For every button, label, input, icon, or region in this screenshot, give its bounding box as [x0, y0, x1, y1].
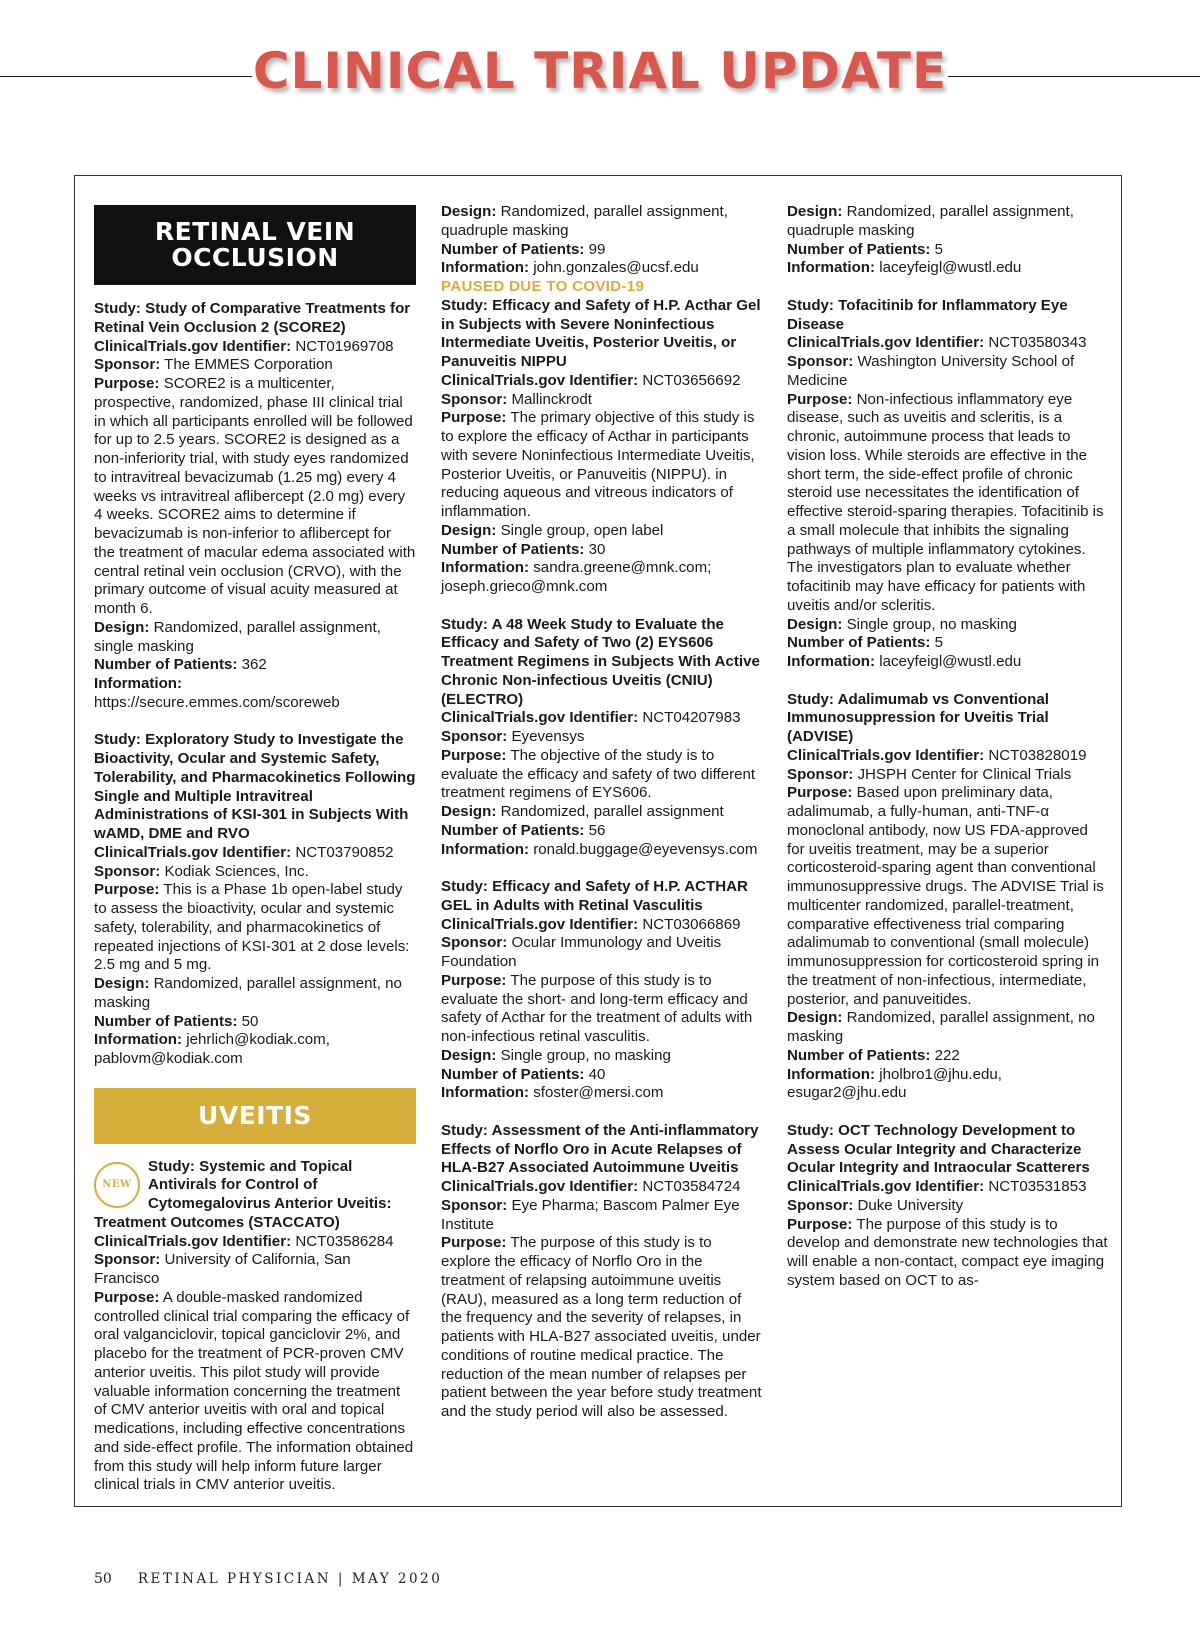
column-2 — [441, 203, 763, 1422]
patients-label: Number of Patients: — [787, 634, 931, 652]
patients-value: 222 — [934, 1046, 960, 1064]
information-label: Information: — [441, 840, 530, 858]
design-value: Single group, open label — [500, 521, 664, 539]
information-link[interactable]: ronald.buggage@eyevensys.com — [533, 840, 758, 858]
sponsor-label: Sponsor: — [441, 728, 508, 745]
study-purpose — [787, 391, 1109, 616]
information-label: Information: — [94, 675, 183, 692]
study-purpose — [441, 747, 763, 803]
patients-label: Number of Patients: — [94, 656, 238, 674]
study-identifier — [441, 709, 763, 728]
study-title: Study: Exploratory Study to Investigate the Bioactivity, Ocular and Systemic Safety, Tolerability, and Pharmacokinetics Following Single and Multiple Intravitreal Administrations of KSI-301 in Subjects With wAMD, DME and RVO — [94, 731, 416, 842]
purpose-value: This is a Phase 1b open-label study to assess the bioactivity, ocular and systemic safety, tolerability, and pharmacokinetics of repeated injections of KSI-301 at 2 dose levels: 2.5 mg and 5 mg. — [94, 881, 410, 974]
study-design — [441, 522, 763, 541]
study-tofacitinib — [787, 297, 1109, 672]
information-link[interactable]: laceyfeigl@wustl.edu — [879, 259, 1022, 277]
study-title: Study: Study of Comparative Treatments for Retinal Vein Occlusion 2 (SCORE2) — [94, 300, 411, 336]
purpose-value: The purpose of this study is to explore the efficacy of Norflo Oro in the treatment of relapsing autoimmune uveitis (RAU), measured as a long term reduction of the frequency and the severity of relapses, in patients with HLA-B27 associated uveitis, under conditions of routine medical practice. The reduction of the mean number of relapses per patient between the year before study treatment and the study period will also be assessed. — [441, 1234, 762, 1420]
identifier-value: NCT03584724 — [642, 1178, 741, 1195]
study-sponsor — [441, 391, 763, 410]
patients-value: 50 — [241, 1012, 259, 1030]
purpose-label: Purpose: — [441, 746, 507, 764]
information-label: Information: — [441, 1084, 530, 1102]
section-heading-retinal-vein-occlusion: RETINAL VEIN OCCLUSION — [94, 205, 416, 285]
study-design — [441, 203, 763, 241]
study-norflo-oro — [441, 1122, 763, 1422]
information-label: Information: — [441, 259, 530, 277]
identifier-label: ClinicalTrials.gov Identifier: — [94, 843, 292, 861]
design-label: Design: — [787, 1009, 843, 1027]
study-design — [441, 1047, 763, 1066]
study-oct-technology — [787, 1122, 1109, 1291]
study-patients — [787, 1047, 1109, 1066]
identifier-label: ClinicalTrials.gov Identifier: — [441, 709, 639, 727]
purpose-value: SCORE2 is a multicenter, prospective, randomized, phase III clinical trial in which all participants enrolled will be followed for up to 2.5 years. SCORE2 is designed as a non-inferiority trial, with study eyes randomized to intravitreal bevacizumab (1.25 mg) every 4 weeks vs intravitreal aflibercept (2.0 mg) every 4 weeks. SCORE2 aims to determine if bevacizumab is non-inferior to aflibercept for the treatment of macular edema associated with central retinal vein occlusion (CRVO), with the primary outcome of visual acuity measured at month 6. — [94, 375, 416, 617]
study-patients — [441, 1066, 763, 1085]
patients-label: Number of Patients: — [787, 1046, 931, 1064]
sponsor-label: Sponsor: — [441, 1196, 508, 1214]
study-patients — [441, 541, 763, 560]
study-title: Study: Efficacy and Safety of H.P. Acthar Gel in Subjects with Severe Noninfectious Intermediate Uveitis, Posterior Uveitis, or Panuveitis NIPPU — [441, 296, 761, 370]
study-identifier — [441, 1178, 763, 1197]
identifier-label: ClinicalTrials.gov Identifier: — [94, 337, 292, 355]
study-information — [441, 559, 763, 597]
page-title: CLINICAL TRIAL UPDATE — [252, 42, 948, 100]
study-information — [94, 1031, 416, 1069]
purpose-value: The objective of the study is to evaluate the efficacy and safety of two different treatment regimens of EYS606. — [441, 746, 756, 802]
study-identifier — [787, 747, 1109, 766]
patients-label: Number of Patients: — [441, 1065, 585, 1083]
information-label: Information: — [94, 1031, 183, 1049]
identifier-label: ClinicalTrials.gov Identifier: — [441, 1178, 639, 1195]
design-label: Design: — [787, 615, 843, 633]
study-staccato — [94, 1158, 416, 1496]
column-3 — [787, 203, 1109, 1291]
study-design — [94, 619, 416, 657]
sponsor-value: JHSPH Center for Clinical Trials — [857, 765, 1072, 783]
sponsor-label: Sponsor: — [94, 862, 161, 880]
sponsor-value: Ocular Immunology and Uveitis Foundation — [441, 934, 722, 970]
title-rule-right — [948, 76, 1200, 77]
study-title: Study: Tofacitinib for Inflammatory Eye Disease — [787, 296, 1068, 333]
study-sponsor — [94, 863, 416, 882]
sponsor-label: Sponsor: — [441, 390, 508, 408]
study-score2 — [94, 300, 416, 713]
identifier-value: NCT04207983 — [642, 709, 741, 727]
study-purpose — [787, 784, 1109, 1009]
information-link[interactable]: sfoster@mersi.com — [533, 1084, 664, 1102]
identifier-label: ClinicalTrials.gov Identifier: — [94, 1232, 292, 1250]
study-information — [94, 675, 416, 713]
purpose-label: Purpose: — [94, 881, 160, 899]
identifier-label: ClinicalTrials.gov Identifier: — [787, 746, 985, 764]
identifier-value: NCT03790852 — [295, 843, 394, 861]
patients-value: 56 — [588, 821, 606, 839]
study-purpose — [94, 1289, 416, 1495]
design-value: Randomized, parallel assignment, no masking — [787, 1009, 1095, 1045]
purpose-label: Purpose: — [787, 1215, 853, 1233]
study-sponsor — [441, 1197, 763, 1235]
identifier-label: ClinicalTrials.gov Identifier: — [441, 915, 639, 933]
study-title: Study: Efficacy and Safety of H.P. ACTHAR GEL in Adults with Retinal Vasculitis — [441, 878, 748, 914]
study-information — [441, 841, 763, 860]
information-label: Information: — [441, 559, 530, 577]
patients-value: 5 — [934, 634, 944, 652]
study-identifier — [787, 334, 1109, 353]
identifier-value: NCT03586284 — [295, 1232, 394, 1250]
sponsor-label: Sponsor: — [441, 934, 508, 952]
patients-value: 30 — [588, 540, 606, 558]
patients-value: 99 — [588, 240, 606, 258]
information-label: Information: — [787, 1065, 876, 1083]
study-identifier — [94, 1233, 416, 1252]
study-purpose — [94, 375, 416, 619]
patients-value: 362 — [241, 656, 267, 674]
study-patients — [441, 241, 763, 260]
design-label: Design: — [94, 975, 150, 992]
identifier-value: NCT03066869 — [642, 915, 741, 933]
publication-info: RETINAL PHYSICIAN | MAY 2020 — [137, 1571, 443, 1587]
purpose-value: The purpose of this study is to develop and demonstrate new technologies that will enable a non-contact, compact eye imaging system based on OCT to as- — [787, 1215, 1108, 1289]
study-identifier — [787, 1178, 1109, 1197]
status-paused-covid: PAUSED DUE TO COVID-19 — [441, 278, 645, 295]
study-patients — [94, 656, 416, 675]
study-patients — [787, 634, 1109, 653]
identifier-value: NCT03828019 — [988, 746, 1087, 764]
study-identifier — [441, 372, 763, 391]
study-sponsor — [441, 934, 763, 972]
design-label: Design: — [787, 203, 843, 220]
sponsor-value: Duke University — [857, 1196, 964, 1214]
sponsor-value: The EMMES Corporation — [164, 356, 333, 374]
sponsor-value: Eye Pharma; Bascom Palmer Eye Institute — [441, 1196, 740, 1233]
design-label: Design: — [441, 803, 497, 820]
study-purpose — [441, 1234, 763, 1422]
sponsor-value: University of California, San Francisco — [94, 1251, 351, 1287]
study-patients — [787, 241, 1109, 260]
study-patients — [94, 1013, 416, 1032]
patients-label: Number of Patients: — [94, 1012, 238, 1030]
design-value: Randomized, parallel assignment, no masking — [94, 975, 402, 1011]
study-title: Study: A 48 Week Study to Evaluate the Efficacy and Safety of Two (2) EYS606 Treatment Regimens in Subjects With Active Chronic Non-infectious Uveitis (CNIU) (ELECTRO) — [441, 615, 760, 708]
new-badge-icon: NEW — [94, 1162, 140, 1208]
study-nippu — [441, 278, 763, 597]
study-information — [787, 1066, 1109, 1104]
study-title: Study: Assessment of the Anti-inflammatory Effects of Norflo Oro in Acute Relapses of HLA-B27 Associated Autoimmune Uveitis — [441, 1121, 759, 1177]
study-design — [787, 616, 1109, 635]
purpose-label: Purpose: — [441, 1234, 507, 1252]
study-sponsor — [787, 1197, 1109, 1216]
study-title: Study: Systemic and Topical Antivirals for Control of Cytomegalovirus Anterior Uveitis: Treatment Outcomes (STACCATO) — [94, 1157, 392, 1231]
study-sponsor — [441, 728, 763, 747]
study-sponsor — [94, 356, 416, 375]
study-patients — [441, 822, 763, 841]
patients-label: Number of Patients: — [441, 240, 585, 258]
study-title: Study: Adalimumab vs Conventional Immunosuppression for Uveitis Trial (ADVISE) — [787, 690, 1049, 745]
information-label: Information: — [787, 653, 876, 670]
identifier-value: NCT03656692 — [642, 371, 741, 389]
study-sponsor — [787, 766, 1109, 785]
study-information — [787, 259, 1109, 278]
design-value: Randomized, parallel assignment, single masking — [94, 618, 381, 655]
patients-value: 5 — [934, 240, 944, 258]
section-heading-uveitis: UVEITIS — [94, 1088, 416, 1144]
study-staccato-continued — [441, 203, 763, 278]
design-value: Randomized, parallel assignment — [500, 803, 724, 820]
purpose-label: Purpose: — [94, 1288, 160, 1306]
information-link[interactable]: https://secure.emmes.com/scoreweb — [94, 693, 340, 711]
design-value: Randomized, parallel assignment, quadruple masking — [441, 203, 728, 239]
design-label: Design: — [94, 618, 150, 636]
identifier-value: NCT01969708 — [295, 337, 394, 355]
page-number: 50 — [94, 1571, 112, 1587]
design-label: Design: — [441, 521, 497, 539]
study-purpose — [94, 881, 416, 975]
study-design — [787, 203, 1109, 241]
purpose-label: Purpose: — [787, 390, 853, 408]
study-purpose — [787, 1216, 1109, 1291]
study-information — [787, 653, 1109, 672]
identifier-value: NCT03531853 — [988, 1178, 1087, 1195]
purpose-value: A double-masked randomized controlled clinical trial comparing the efficacy of oral valganciclovir, topical ganciclovir 2%, and placebo for the treatment of PCR-proven CMV anterior uveitis. This pilot study will provide valuable information concerning the treatment of CMV anterior uveitis with oral and topical medications, including effective concentrations and side-effect profile. The information obtained from this study will help inform future larger clinical trials in CMV anterior uveitis. — [94, 1288, 414, 1494]
study-design — [787, 1009, 1109, 1047]
information-label: Information: — [787, 259, 876, 277]
study-information — [441, 259, 763, 278]
patients-label: Number of Patients: — [441, 540, 585, 558]
design-label: Design: — [441, 1046, 497, 1064]
study-sponsor — [94, 1251, 416, 1289]
patients-label: Number of Patients: — [441, 821, 585, 839]
study-sponsor — [787, 353, 1109, 391]
identifier-label: ClinicalTrials.gov Identifier: — [787, 334, 985, 352]
sponsor-label: Sponsor: — [94, 356, 161, 374]
study-title: Study: OCT Technology Development to Assess Ocular Integrity and Characterize Ocular Integrity and Intraocular Scatterers — [787, 1121, 1090, 1177]
study-design — [441, 803, 763, 822]
design-label: Design: — [441, 203, 497, 220]
study-information — [441, 1084, 763, 1103]
identifier-value: NCT03580343 — [988, 334, 1087, 352]
purpose-value: Non-infectious inflammatory eye disease, such as uveitis and scleritis, is a chronic, autoimmune process that leads to vision loss. While steroids are effective in the short term, the side-effect profile of chronic steroid use necessitates the identification of effective steroid-sparing therapies. Tofacitinib is a small molecule that inhibits the signaling pathways of multiple inflammatory cytokines. The investigators plan to evaluate whether tofacitinib may have efficacy for patients with uveitis and/or scleritis. — [787, 390, 1104, 614]
purpose-label: Purpose: — [94, 375, 160, 392]
design-value: Randomized, parallel assignment, quadruple masking — [787, 203, 1074, 239]
study-ksi-301 — [94, 731, 416, 1069]
information-link[interactable]: laceyfeigl@wustl.edu — [879, 653, 1022, 670]
page-footer — [94, 1571, 442, 1587]
study-electro — [441, 616, 763, 860]
sponsor-value: Eyevensys — [511, 728, 585, 745]
study-advise — [787, 691, 1109, 1104]
information-link[interactable]: sandra.greene@mnk.com; joseph.grieco@mnk.com — [441, 559, 712, 595]
patients-label: Number of Patients: — [787, 240, 931, 258]
study-design — [94, 975, 416, 1013]
sponsor-label: Sponsor: — [787, 765, 854, 783]
patients-value: 40 — [588, 1065, 606, 1083]
design-value: Single group, no masking — [500, 1046, 671, 1064]
sponsor-value: Washington University School of Medicine — [787, 353, 1075, 389]
information-link[interactable]: jholbro1@jhu.edu, esugar2@jhu.edu — [787, 1065, 1002, 1102]
study-identifier — [94, 844, 416, 863]
purpose-value: The primary objective of this study is to explore the efficacy of Acthar in participants with severe Noninfectious Intermediate Uveitis, Posterior Uveitis, or Panuveitis (NIPPU). in reducing aqueous and vitreous indicators of inflammation. — [441, 409, 755, 520]
sponsor-label: Sponsor: — [94, 1251, 161, 1269]
information-link[interactable]: john.gonzales@ucsf.edu — [533, 259, 699, 277]
sponsor-label: Sponsor: — [787, 1196, 854, 1214]
study-identifier — [94, 338, 416, 357]
study-purpose — [441, 972, 763, 1047]
study-norflo-oro-continued — [787, 203, 1109, 278]
study-acthar-vasculitis — [441, 878, 763, 1103]
sponsor-value: Mallinckrodt — [511, 390, 592, 408]
study-purpose — [441, 409, 763, 522]
purpose-label: Purpose: — [441, 971, 507, 989]
purpose-value: The purpose of this study is to evaluate the short- and long-term efficacy and safety of Acthar for the treatment of adults with non-infectious retinal vasculitis. — [441, 971, 753, 1045]
sponsor-label: Sponsor: — [787, 353, 854, 370]
identifier-label: ClinicalTrials.gov Identifier: — [787, 1178, 985, 1195]
purpose-label: Purpose: — [441, 409, 507, 427]
purpose-label: Purpose: — [787, 784, 853, 802]
study-identifier — [441, 916, 763, 935]
purpose-value: Based upon preliminary data, adalimumab, a fully-human, anti-TNF-α monoclonal antibody, now US FDA-approved for uveitis treatment, may be a superior corticosteroid-sparing agent than conventional immunosuppressive drugs. The ADVISE Trial is multicenter randomized, parallel-treatment, comparative effectiveness trial comparing adalimumab to conventional (small molecule) immunosuppression for corticosteroid spring in the treatment of non-infectious, intermediate, posterior, and panuveitides. — [787, 784, 1104, 1008]
design-value: Single group, no masking — [846, 615, 1017, 633]
identifier-label: ClinicalTrials.gov Identifier: — [441, 371, 639, 389]
column-1 — [94, 205, 416, 1495]
sponsor-value: Kodiak Sciences, Inc. — [164, 862, 309, 880]
information-link[interactable]: jehrlich@kodiak.com, pablovm@kodiak.com — [94, 1031, 330, 1067]
